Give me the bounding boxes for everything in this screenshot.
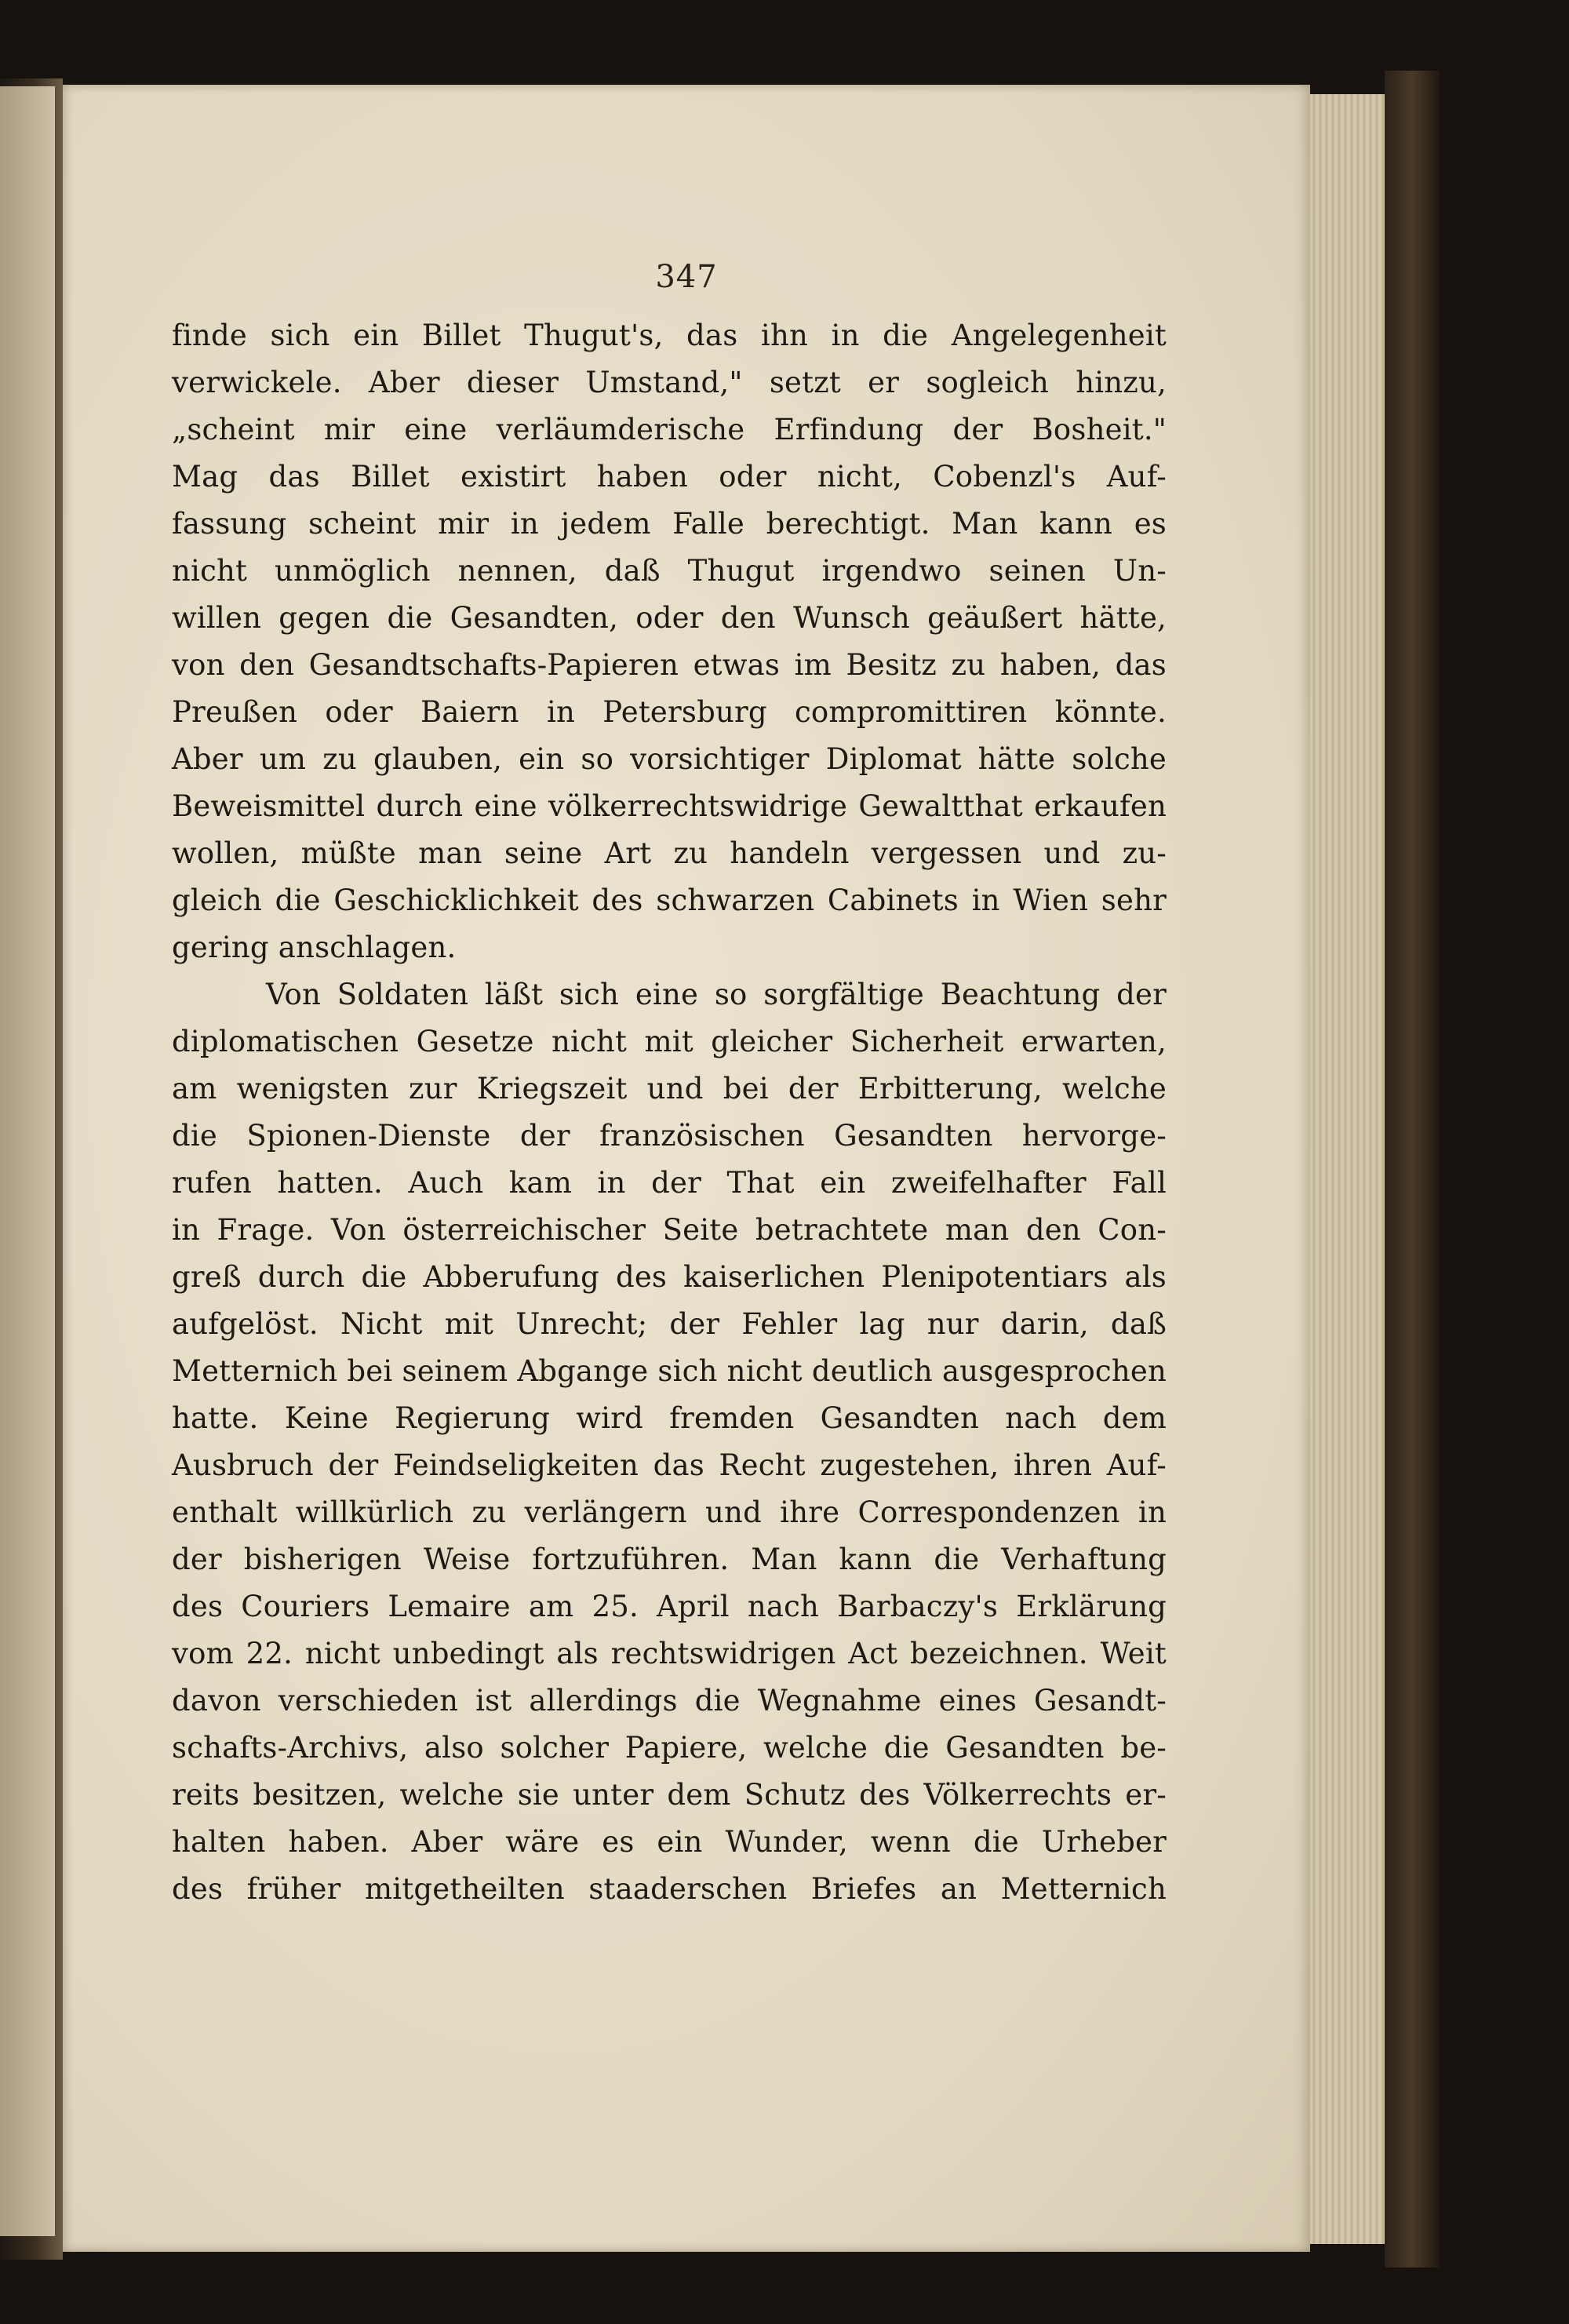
text-line: „scheint mir eine verläumderische Erfindung der Bosheit." — [172, 413, 1167, 446]
text-line: Aber um zu glauben, ein so vorsichtiger Diplomat hätte solche — [172, 742, 1167, 776]
text-line: halten haben. Aber wäre es ein Wunder, wenn die Urheber — [172, 1825, 1167, 1859]
text-line: die Spionen-Dienste der französischen Gesandten hervorge- — [172, 1119, 1167, 1153]
text-line: des früher mitgetheilten staaderschen Briefes an Metternich — [172, 1872, 1167, 1906]
text-line: der bisherigen Weise fortzuführen. Man kann die Verhaftung — [172, 1543, 1167, 1576]
text-line: davon verschieden ist allerdings die Wegnahme eines Gesandt- — [172, 1684, 1167, 1718]
text-line: rufen hatten. Auch kam in der That ein zweifelhafter Fall — [172, 1166, 1167, 1200]
text-line: greß durch die Abberufung des kaiserlichen Plenipotentiars als — [172, 1260, 1167, 1294]
text-line: Preußen oder Baiern in Petersburg compromittiren könnte. — [172, 695, 1167, 729]
text-line: Ausbruch der Feindseligkeiten das Recht zugestehen, ihren Auf- — [172, 1448, 1167, 1482]
text-line: gleich die Geschicklichkeit des schwarzen Cabinets in Wien sehr — [172, 883, 1167, 917]
text-line: finde sich ein Billet Thugut's, das ihn in die Angelegenheit — [172, 319, 1167, 352]
text-line: am wenigsten zur Kriegszeit und bei der Erbitterung, welche — [172, 1072, 1167, 1106]
text-line: willen gegen die Gesandten, oder den Wunsch geäußert hätte, — [172, 601, 1167, 635]
text-line: des Couriers Lemaire am 25. April nach Barbaczy's Erklärung — [172, 1590, 1167, 1623]
text-line: Von Soldaten läßt sich eine so sorgfältige Beachtung der — [266, 978, 1167, 1011]
text-line: fassung scheint mir in jedem Falle berechtigt. Man kann es — [172, 507, 1167, 541]
text-line: aufgelöst. Nicht mit Unrecht; der Fehler lag nur darin, daß — [172, 1307, 1167, 1341]
page-number: 347 — [655, 259, 718, 295]
text-line: diplomatischen Gesetze nicht mit gleicher Sicherheit erwarten, — [172, 1025, 1167, 1058]
text-line: reits besitzen, welche sie unter dem Schutz des Völkerrechts er- — [172, 1778, 1167, 1812]
text-line: verwickele. Aber dieser Umstand," setzt er sogleich hinzu, — [172, 366, 1167, 399]
book-cover-right-edge — [1385, 71, 1440, 2268]
text-line: schafts-Archivs, also solcher Papiere, welche die Gesandten be- — [172, 1731, 1167, 1765]
body-text — [172, 312, 1167, 1913]
text-line: gering anschlagen. — [172, 931, 457, 964]
text-line: Mag das Billet existirt haben oder nicht, Cobenzl's Auf- — [172, 460, 1167, 494]
text-line: nicht unmöglich nennen, daß Thugut irgendwo seinen Un- — [172, 554, 1167, 588]
previous-page-edge — [0, 86, 55, 2236]
text-line: wollen, müßte man seine Art zu handeln vergessen und zu- — [172, 836, 1167, 870]
text-line: in Frage. Von österreichischer Seite betrachtete man den Con- — [172, 1213, 1167, 1247]
book-page — [63, 85, 1310, 2252]
text-line: Metternich bei seinem Abgange sich nicht deutlich ausgesprochen — [172, 1354, 1167, 1388]
text-line: Beweismittel durch eine völkerrechtswidrige Gewaltthat erkaufen — [172, 789, 1167, 823]
text-line: hatte. Keine Regierung wird fremden Gesandten nach dem — [172, 1401, 1167, 1435]
page-stack-edge — [1310, 94, 1385, 2244]
text-line: enthalt willkürlich zu verlängern und ihre Correspondenzen in — [172, 1495, 1167, 1529]
text-line: von den Gesandtschafts-Papieren etwas im Besitz zu haben, das — [172, 648, 1167, 682]
text-line: vom 22. nicht unbedingt als rechtswidrigen Act bezeichnen. Weit — [172, 1637, 1167, 1670]
